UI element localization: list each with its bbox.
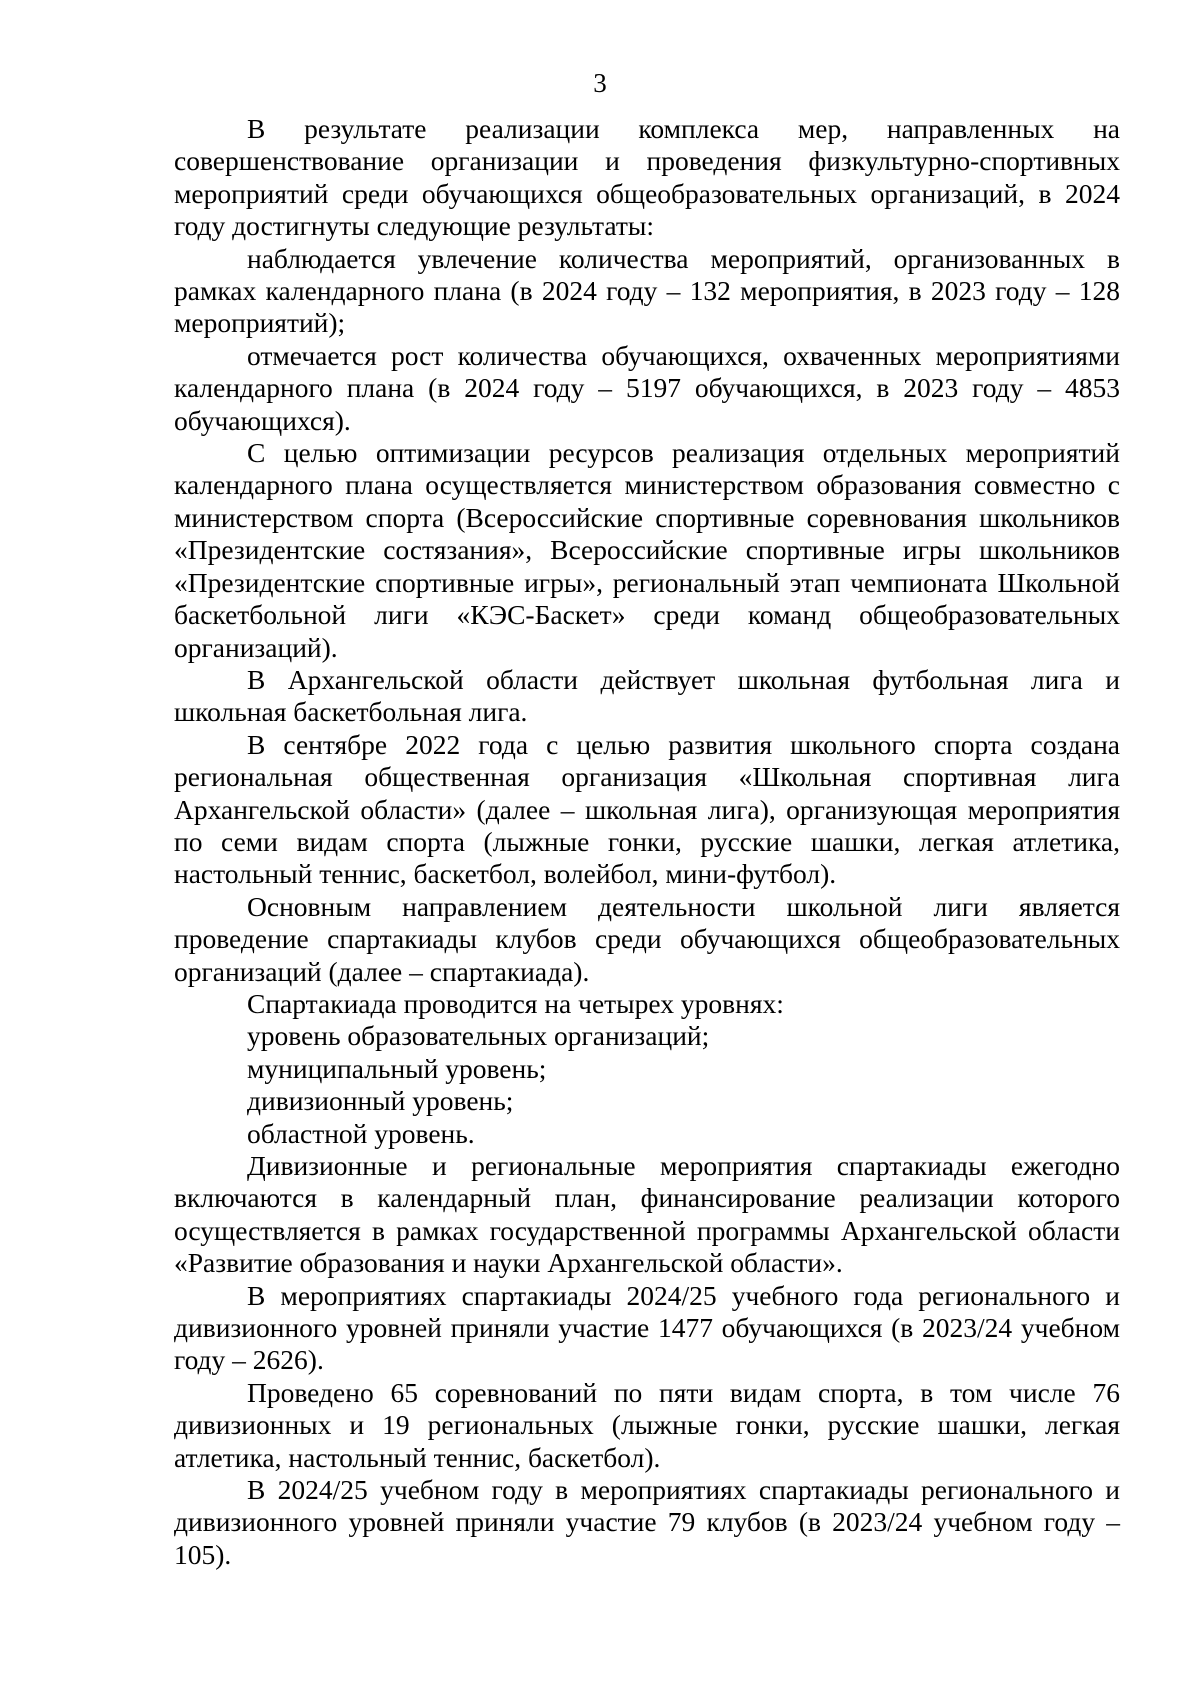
- paragraph: В сентябре 2022 года с целью развития школьного спорта создана региональная общественная организация «Школьная спортивная лига Архангельской области» (далее – школьная лига), организующая мероприятия по семи видам спорта (лыжные гонки, русские шашки, легкая атлетика, настольный теннис, баскетбол, волейбол, мини-футбол).: [174, 728, 1120, 890]
- list-item: дивизионный уровень;: [247, 1085, 514, 1117]
- paragraph: В мероприятиях спартакиады 2024/25 учебного года регионального и дивизионного уровней приняли участие 1477 обучающихся (в 2023/24 учебном году – 2626).: [174, 1279, 1120, 1376]
- paragraph: Дивизионные и региональные мероприятия спартакиады ежегодно включаются в календарный план, финансирование реализации которого осуществляется в рамках государственной программы Архангельской области «Развитие образования и науки Архангельской области».: [174, 1150, 1120, 1279]
- paragraph: В Архангельской области действует школьная футбольная лига и школьная баскетбольная лига.: [174, 663, 1120, 728]
- list-item: областной уровень.: [247, 1117, 475, 1149]
- paragraph: Основным направлением деятельности школьной лиги является проведение спартакиады клубов среди обучающихся общеобразовательных организаций (далее – спартакиада).: [174, 890, 1120, 987]
- page-number: 3: [593, 68, 607, 98]
- paragraph: наблюдается увлечение количества мероприятий, организованных в рамках календарного плана (в 2024 году – 132 мероприятия, в 2023 году – 128 мероприятий);: [174, 242, 1120, 339]
- list-item: муниципальный уровень;: [247, 1052, 547, 1084]
- document-body: [174, 113, 1120, 1571]
- paragraph: В 2024/25 учебном году в мероприятиях спартакиады регионального и дивизионного уровней приняли участие 79 клубов (в 2023/24 учебном году – 105).: [174, 1474, 1120, 1570]
- paragraph: отмечается рост количества обучающихся, охваченных мероприятиями календарного плана (в 2024 году – 5197 обучающихся, в 2023 году – 4853 обучающихся).: [174, 339, 1120, 436]
- paragraph: Спартакиада проводится на четырех уровнях:: [247, 987, 784, 1019]
- list-item: уровень образовательных организаций;: [247, 1020, 710, 1052]
- paragraph: Проведено 65 соревнований по пяти видам спорта, в том числе 76 дивизионных и 19 региональных (лыжные гонки, русские шашки, легкая атлетика, настольный теннис, баскетбол).: [174, 1376, 1120, 1473]
- paragraph: С целью оптимизации ресурсов реализация отдельных мероприятий календарного плана осуществляется министерством образования совместно с министерством спорта (Всероссийские спортивные соревнования школьников «Президентские состязания», Всероссийские спортивные игры школьников «Президентские спортивные игры», региональный этап чемпионата Школьной баскетбольной лиги «КЭС-Баскет» среди команд общеобразовательных организаций).: [174, 437, 1120, 663]
- paragraph: В результате реализации комплекса мер, направленных на совершенствование организации и проведения физкультурно-спортивных мероприятий среди обучающихся общеобразовательных организаций, в 2024 году достигнуты следующие результаты:: [174, 113, 1120, 242]
